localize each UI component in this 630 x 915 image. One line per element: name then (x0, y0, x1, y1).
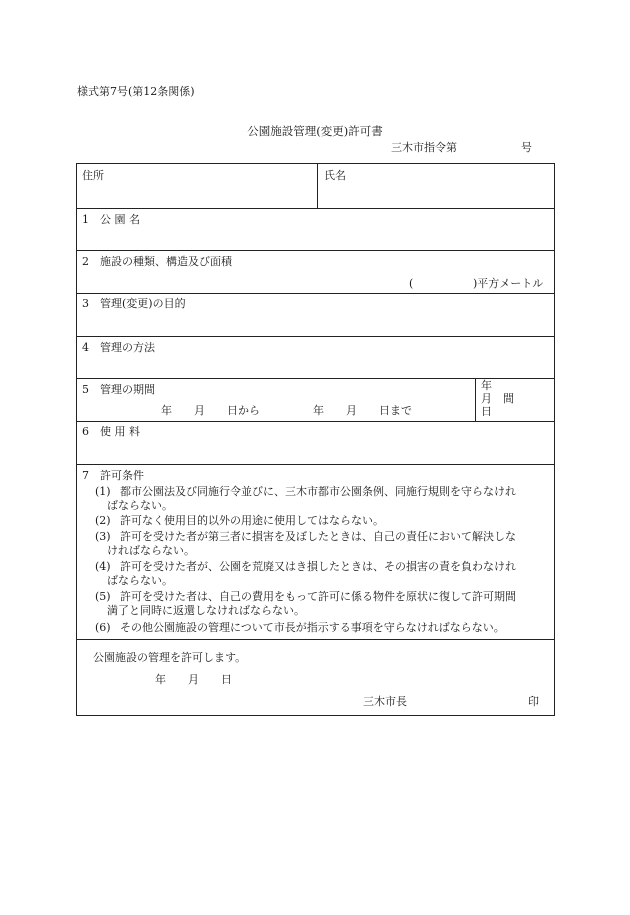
facility-label: 2 施設の種類、構造及び面積 (82, 255, 232, 268)
purpose-label: 3 管理(変更)の目的 (82, 297, 186, 310)
park-name-label: 1 公 園 名 (82, 213, 140, 226)
period-from: 年 月 日から (161, 404, 260, 417)
condition-text-cont: ければならない。 (107, 544, 195, 557)
condition-item (95, 530, 550, 558)
duration-month: 月 間 (481, 392, 514, 405)
condition-item (95, 590, 550, 618)
document-title: 公園施設管理(変更)許可書 (247, 124, 383, 138)
seal-mark: 印 (528, 695, 539, 708)
duration-year: 年 (481, 379, 492, 392)
condition-item (95, 560, 550, 588)
condition-number: (5) (95, 590, 111, 603)
permit-form-table (76, 163, 555, 716)
address-name-divider (317, 164, 318, 208)
row-divider (77, 293, 554, 294)
fee-label: 6 使 用 料 (82, 425, 140, 438)
condition-number: (2) (95, 514, 111, 527)
row-divider (77, 208, 554, 209)
row-divider (77, 421, 554, 422)
condition-number: (1) (95, 485, 111, 498)
row-divider (77, 639, 554, 640)
issuer-reference: 三木市指令第 (391, 141, 457, 154)
condition-item (95, 514, 550, 528)
area-unit: )平方メートル (473, 277, 544, 290)
condition-text-cont: ばならない。 (107, 499, 173, 512)
approval-date: 年 月 日 (155, 673, 232, 686)
method-label: 4 管理の方法 (82, 341, 155, 354)
issuer-reference-suffix: 号 (521, 141, 532, 154)
period-label: 5 管理の期間 (82, 383, 155, 396)
condition-text-cont: ばならない。 (107, 574, 173, 587)
form-number-label: 様式第7号(第12条関係) (77, 85, 195, 98)
mayor-title: 三木市長 (363, 695, 407, 708)
condition-text: 許可なく使用目的以外の用途に使用してはならない。 (120, 514, 384, 527)
condition-number: (4) (95, 560, 111, 573)
row-divider (77, 464, 554, 465)
condition-number: (6) (95, 621, 111, 634)
period-to: 年 月 日まで (313, 404, 412, 417)
condition-text: その他公園施設の管理について市長が指示する事項を守らなければならない。 (120, 621, 505, 634)
conditions-label: 7 許可条件 (82, 469, 144, 482)
row-divider (77, 250, 554, 251)
condition-item (95, 485, 550, 513)
area-open-paren: ( (409, 277, 414, 290)
condition-number: (3) (95, 530, 111, 543)
period-duration-divider (475, 378, 476, 421)
condition-text: 許可を受けた者が、公園を荒廃又はき損したときは、その損害の責を負わなけれ (120, 560, 516, 573)
condition-item (95, 621, 550, 635)
condition-text-cont: 満了と同時に返還しなければならない。 (107, 604, 305, 617)
approval-statement: 公園施設の管理を許可します。 (93, 651, 247, 664)
condition-text: 許可を受けた者は、自己の費用をもって許可に係る物件を原状に復して許可期間 (120, 590, 516, 603)
condition-text: 都市公園法及び同施行令並びに、三木市都市公園条例、同施行規則を守らなけれ (120, 485, 516, 498)
name-label: 氏名 (324, 169, 346, 182)
address-label: 住所 (82, 169, 104, 182)
condition-text: 許可を受けた者が第三者に損害を及ぼしたときは、自己の責任において解決しな (120, 530, 516, 543)
row-divider (77, 336, 554, 337)
duration-day: 日 (481, 405, 492, 418)
